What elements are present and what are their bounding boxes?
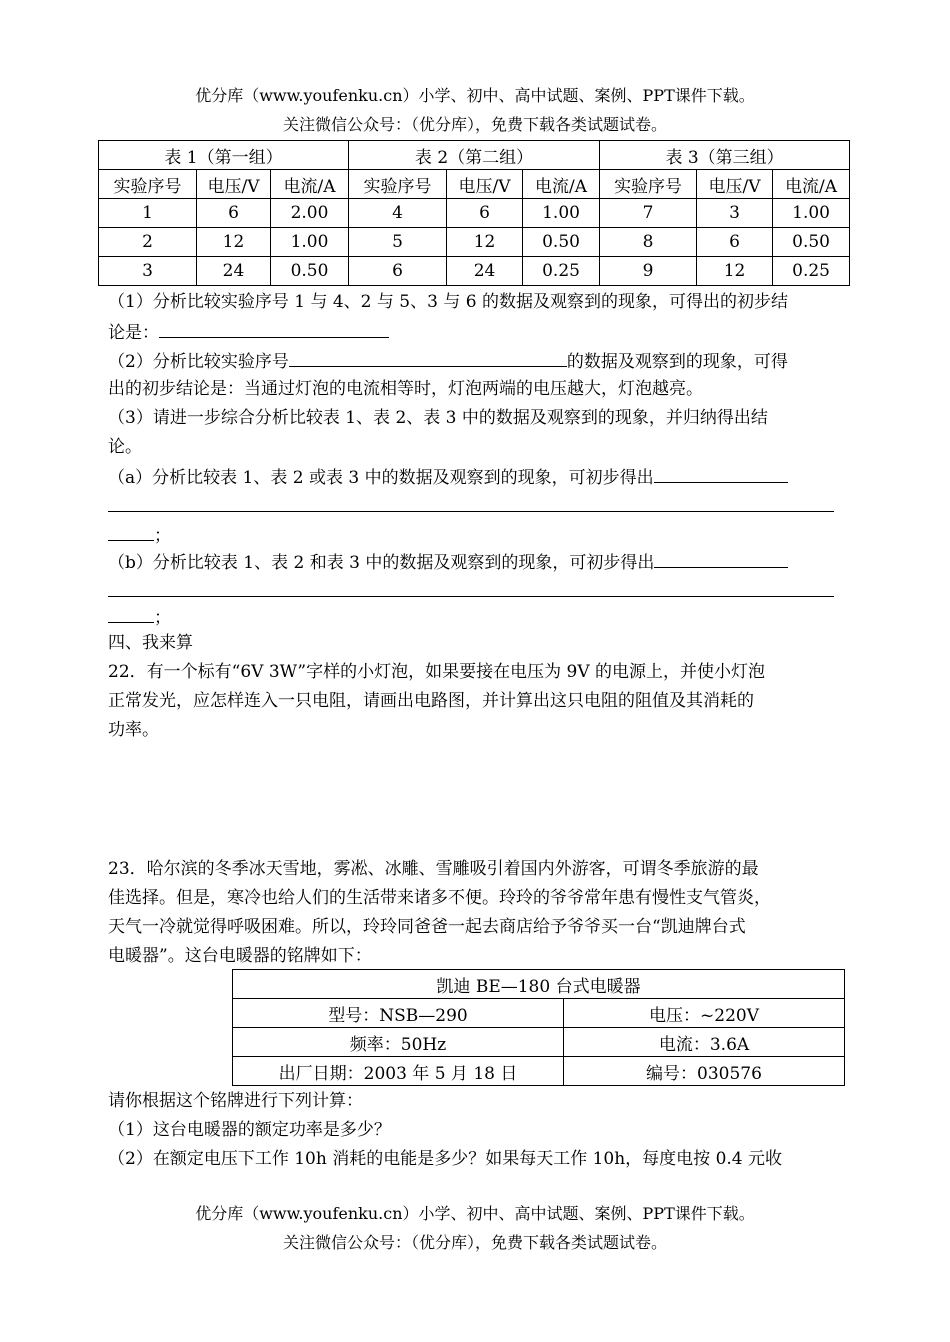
calc-question-1: （1）这台电暖器的额定功率是多少？ xyxy=(108,1120,391,1140)
question-b-line-1 xyxy=(108,549,848,575)
table-cell: 4 xyxy=(349,199,447,228)
column-header: 电压/V xyxy=(197,170,271,199)
table-cell: 9 xyxy=(600,257,697,286)
question-1-line-2 xyxy=(108,319,848,345)
question-a-line-2 xyxy=(108,493,848,519)
calc-question-2: （2）在额定电压下工作 10h 消耗的电能是多少？如果每天工作 10h，每度电按 0.4 元收 xyxy=(108,1149,783,1169)
column-header: 电压/V xyxy=(697,170,773,199)
table-row xyxy=(99,228,850,257)
column-header: 电流/A xyxy=(271,170,349,199)
answer-blank[interactable] xyxy=(289,348,567,367)
nameplate-row xyxy=(233,1057,845,1086)
table-cell: 1.00 xyxy=(523,199,600,228)
footer-line-2: 关注微信公众号：（优分库），免费下载各类试题试卷。 xyxy=(282,1233,667,1252)
table-cell: 6 xyxy=(197,199,271,228)
question-a-end: ； xyxy=(154,526,171,546)
footer-line-1: 优分库（www.youfenku.cn）小学、初中、高中试题、案例、PPT课件下载。 xyxy=(195,1204,755,1223)
question-b-text: （b）分析比较表 1、表 2 和表 3 中的数据及观察到的现象，可初步得出 xyxy=(108,553,655,573)
question-2-text-end: 的数据及观察到的现象，可得 xyxy=(566,352,788,372)
nameplate-voltage: 电压：~220V xyxy=(564,999,845,1028)
nameplate-row xyxy=(233,999,845,1028)
table-cell: 1.00 xyxy=(271,228,349,257)
nameplate-row xyxy=(233,970,845,999)
table-cell: 24 xyxy=(197,257,271,286)
table-cell: 3 xyxy=(697,199,773,228)
question-3-line-1: （3）请进一步综合分析比较表 1、表 2、表 3 中的数据及观察到的现象，并归纳得出结 xyxy=(108,408,768,428)
table-cell: 7 xyxy=(600,199,697,228)
table-row xyxy=(99,257,850,286)
nameplate-frequency: 频率：50Hz xyxy=(233,1028,564,1057)
table-cell: 3 xyxy=(99,257,197,286)
nameplate-model: 型号：NSB—290 xyxy=(233,999,564,1028)
question-23-line-1: 23．哈尔滨的冬季冰天雪地，雾凇、冰雕、雪雕吸引着国内外游客，可谓冬季旅游的最 xyxy=(108,859,759,879)
table-cell: 24 xyxy=(447,257,523,286)
nameplate-current: 电流：3.6A xyxy=(564,1028,845,1057)
table-cell: 2 xyxy=(99,228,197,257)
header-line-2: 关注微信公众号：（优分库），免费下载各类试题试卷。 xyxy=(282,115,667,134)
nameplate-table xyxy=(232,969,845,1086)
experiment-table xyxy=(98,140,850,286)
table-row xyxy=(99,199,850,228)
column-header: 实验序号 xyxy=(99,170,197,199)
table-cell: 1 xyxy=(99,199,197,228)
question-a-text: （a）分析比较表 1、表 2 或表 3 中的数据及观察到的现象，可初步得出 xyxy=(108,468,654,488)
table-cell: 5 xyxy=(349,228,447,257)
column-header: 实验序号 xyxy=(600,170,697,199)
question-22-line-1: 22．有一个标有“6V 3W”字样的小灯泡，如果要接在电压为 9V 的电源上，并使小灯泡 xyxy=(108,662,766,682)
nameplate-row xyxy=(233,1028,845,1057)
question-22-line-3: 功率。 xyxy=(108,720,159,740)
header-line-1: 优分库（www.youfenku.cn）小学、初中、高中试题、案例、PPT课件下载。 xyxy=(195,86,755,105)
question-2-line-1 xyxy=(108,348,848,374)
table-cell: 6 xyxy=(349,257,447,286)
question-3-line-2: 论。 xyxy=(108,437,142,457)
answer-blank[interactable] xyxy=(108,578,834,597)
table-cell: 6 xyxy=(697,228,773,257)
table-group-header: 表 2（第二组） xyxy=(349,141,600,170)
table-group-header: 表 1（第一组） xyxy=(99,141,349,170)
answer-blank[interactable] xyxy=(108,522,154,541)
question-2-line-2: 出的初步结论是：当通过灯泡的电流相等时，灯泡两端的电压越大，灯泡越亮。 xyxy=(108,379,703,399)
calc-intro: 请你根据这个铭牌进行下列计算： xyxy=(108,1091,363,1111)
table-cell: 12 xyxy=(697,257,773,286)
table-group-row xyxy=(99,141,850,170)
column-header: 电压/V xyxy=(447,170,523,199)
table-group-header: 表 3（第三组） xyxy=(600,141,850,170)
question-1-text: 论是： xyxy=(108,323,159,343)
question-23-line-2: 佳选择。但是，寒冷也给人们的生活带来诸多不便。玲玲的爷爷常年患有慢性支气管炎， xyxy=(108,888,771,908)
question-2-text: （2）分析比较实验序号 xyxy=(108,352,289,372)
question-b-line-3 xyxy=(108,604,848,630)
question-a-line-3 xyxy=(108,522,848,548)
nameplate-date: 出厂日期：2003 年 5 月 18 日 xyxy=(233,1057,564,1086)
table-cell: 0.25 xyxy=(523,257,600,286)
answer-blank[interactable] xyxy=(108,493,834,512)
table-cell: 0.50 xyxy=(271,257,349,286)
column-header: 电流/A xyxy=(523,170,600,199)
table-cell: 1.00 xyxy=(773,199,850,228)
nameplate-title: 凯迪 BE—180 台式电暖器 xyxy=(233,970,845,999)
question-1-line-1: （1）分析比较实验序号 1 与 4、2 与 5、3 与 6 的数据及观察到的现象，可得出的初步结 xyxy=(108,292,788,312)
question-b-end: ； xyxy=(154,608,171,628)
answer-blank[interactable] xyxy=(654,549,788,568)
question-23-line-3: 天气一冷就觉得呼吸困难。所以，玲玲同爸爸一起去商店给予爷爷买一台“凯迪牌台式 xyxy=(108,917,746,937)
question-22-line-2: 正常发光，应怎样连入一只电阻，请画出电路图，并计算出这只电阻的阻值及其消耗的 xyxy=(108,691,754,711)
table-header-row xyxy=(99,170,850,199)
section-heading: 四、我来算 xyxy=(108,633,193,653)
table-cell: 2.00 xyxy=(271,199,349,228)
question-b-line-2 xyxy=(108,578,848,604)
table-cell: 6 xyxy=(447,199,523,228)
table-cell: 12 xyxy=(197,228,271,257)
column-header: 电流/A xyxy=(773,170,850,199)
table-cell: 12 xyxy=(447,228,523,257)
question-23-line-4: 电暖器”。这台电暖器的铭牌如下： xyxy=(108,946,372,966)
answer-blank[interactable] xyxy=(159,319,389,338)
answer-blank[interactable] xyxy=(108,604,154,623)
nameplate-serial: 编号：030576 xyxy=(564,1057,845,1086)
table-cell: 0.50 xyxy=(523,228,600,257)
column-header: 实验序号 xyxy=(349,170,447,199)
table-cell: 0.50 xyxy=(773,228,850,257)
question-a-line-1 xyxy=(108,464,848,490)
answer-blank[interactable] xyxy=(654,464,788,483)
table-cell: 8 xyxy=(600,228,697,257)
table-cell: 0.25 xyxy=(773,257,850,286)
